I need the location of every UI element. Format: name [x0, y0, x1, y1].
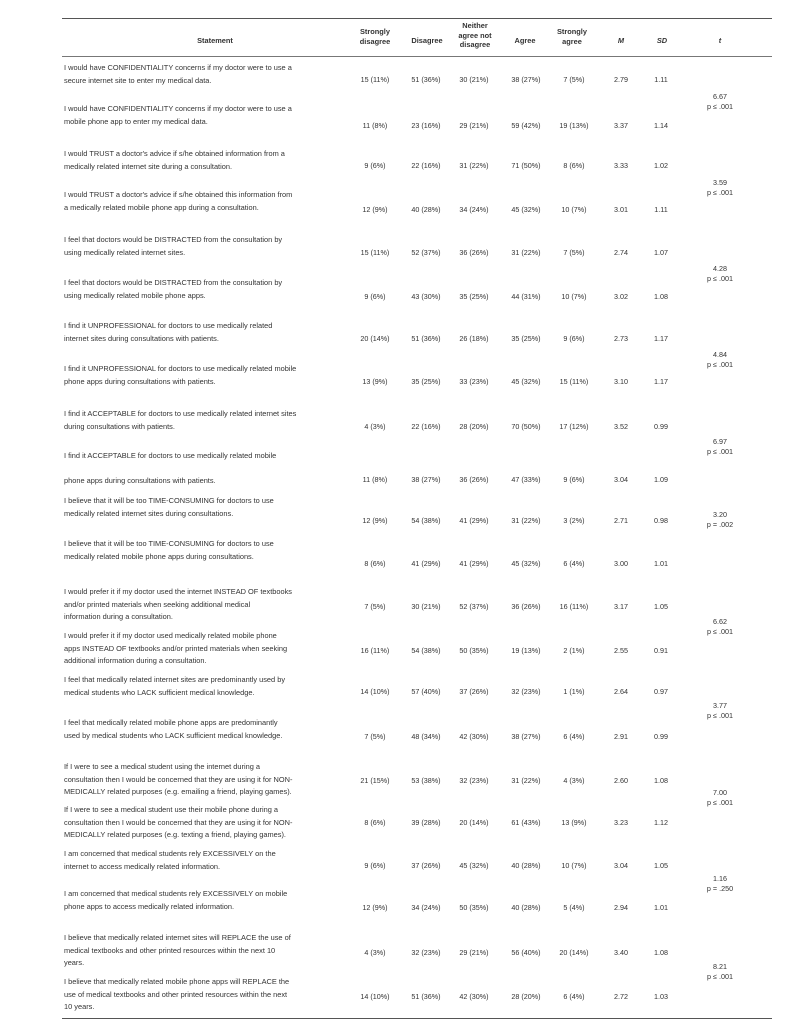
- t-value-cell: [702, 701, 738, 721]
- statement-line: medically related internet site during a consultation.: [64, 161, 233, 171]
- agree-cell: 61 (43%): [511, 818, 541, 827]
- statement-line: I would TRUST a doctor's advice if s/he obtained this information from: [64, 190, 293, 199]
- neither-cell: 34 (24%): [459, 205, 489, 214]
- header-disagree: Disagree: [411, 36, 443, 45]
- sd-cell: 1.03: [654, 992, 668, 1001]
- strongly-disagree-cell: 12 (9%): [362, 516, 388, 525]
- statement-line: medically related mobile phone apps during consultations.: [64, 551, 254, 561]
- statement-line: years.: [64, 958, 85, 967]
- header-mean: M: [617, 36, 625, 45]
- statement-line: 10 years.: [64, 1002, 95, 1011]
- sd-cell: 0.99: [654, 422, 668, 431]
- agree-cell: 38 (27%): [511, 732, 541, 741]
- statement-line: I find it UNPROFESSIONAL for doctors to use medically related mobile: [64, 364, 297, 373]
- mean-cell: 2.71: [614, 516, 628, 525]
- statement-line: used by medical students who LACK sufficient medical knowledge.: [64, 730, 283, 740]
- statement-cell: [64, 976, 354, 1014]
- neither-cell: 32 (23%): [459, 776, 489, 785]
- statement-line: medical students who LACK sufficient medical knowledge.: [64, 687, 255, 697]
- statement-cell: [64, 586, 354, 624]
- t-value-cell: [702, 962, 738, 982]
- strongly-agree-cell: 16 (11%): [559, 602, 589, 611]
- sd-cell: 1.17: [654, 334, 668, 343]
- strongly-agree-cell: 5 (4%): [563, 903, 585, 912]
- strongly-agree-cell: 8 (6%): [563, 161, 585, 170]
- neither-cell: 29 (21%): [459, 121, 489, 130]
- strongly-disagree-cell: 15 (11%): [360, 75, 390, 84]
- statement-line: phone apps during consultations with patients.: [64, 376, 216, 386]
- statement-line: I would TRUST a doctor's advice if s/he obtained information from a: [64, 149, 285, 158]
- strongly-agree-cell: 17 (12%): [559, 422, 589, 431]
- strongly-agree-cell: 7 (5%): [563, 248, 585, 257]
- neither-cell: 35 (25%): [459, 292, 489, 301]
- disagree-cell: 34 (24%): [411, 903, 441, 912]
- neither-cell: 30 (21%): [459, 75, 489, 84]
- mean-cell: 2.79: [614, 75, 628, 84]
- neither-cell: 45 (32%): [459, 861, 489, 870]
- header-strongly-disagree-line1: Strongly: [360, 27, 390, 36]
- statement-line: I feel that doctors would be DISTRACTED from the consultation by: [64, 278, 283, 287]
- disagree-cell: 35 (25%): [411, 377, 441, 386]
- disagree-cell: 30 (21%): [411, 602, 441, 611]
- neither-cell: 50 (35%): [459, 646, 489, 655]
- strongly-disagree-cell: 7 (5%): [364, 602, 386, 611]
- strongly-agree-cell: 6 (4%): [563, 992, 585, 1001]
- statement-cell: [64, 495, 354, 520]
- mean-cell: 2.64: [614, 687, 628, 696]
- p-value: p ≤ .001: [707, 711, 733, 720]
- sd-cell: 1.08: [654, 292, 668, 301]
- statement-line: I would have CONFIDENTIALITY concerns if my doctor were to use a: [64, 63, 292, 72]
- strongly-disagree-cell: 9 (6%): [364, 161, 386, 170]
- statement-line: medical textbooks and other printed resources within the next 10: [64, 945, 276, 955]
- mean-cell: 3.17: [614, 602, 628, 611]
- statement-cell: [64, 804, 354, 842]
- statement-line: information during a consultation.: [64, 612, 173, 621]
- statement-line: using medically related internet sites.: [64, 247, 186, 257]
- statement-line: internet sites during consultations with patients.: [64, 333, 219, 343]
- mean-cell: 3.04: [614, 861, 628, 870]
- agree-cell: 45 (32%): [511, 559, 541, 568]
- agree-cell: 31 (22%): [511, 776, 541, 785]
- statement-line: during consultations with patients.: [64, 421, 175, 431]
- neither-cell: 28 (20%): [459, 422, 489, 431]
- sd-cell: 1.11: [654, 75, 668, 84]
- strongly-agree-cell: 6 (4%): [563, 732, 585, 741]
- t-statistic: 8.21: [713, 962, 727, 971]
- mean-cell: 2.73: [614, 334, 628, 343]
- statement-cell: [64, 277, 354, 302]
- statement-cell: [64, 103, 354, 128]
- disagree-cell: 38 (27%): [411, 475, 441, 484]
- header-strongly-disagree-line2: disagree: [359, 36, 391, 46]
- t-statistic: 6.97: [713, 437, 727, 446]
- statement-line: apps INSTEAD OF textbooks and/or printed materials when seeking: [64, 643, 288, 653]
- mean-cell: 2.74: [614, 248, 628, 257]
- agree-cell: 32 (23%): [511, 687, 541, 696]
- strongly-agree-cell: 19 (13%): [559, 121, 589, 130]
- statement-line: using medically related mobile phone apps.: [64, 290, 206, 300]
- p-value: p ≤ .001: [707, 360, 733, 369]
- statement-line: secure internet site to enter my medical data.: [64, 75, 212, 85]
- sd-cell: 0.91: [654, 646, 668, 655]
- statement-line: I believe that it will be too TIME-CONSUMING for doctors to use: [64, 496, 274, 505]
- t-value-cell: [702, 617, 738, 637]
- p-value: p ≤ .001: [707, 188, 733, 197]
- disagree-cell: 37 (26%): [411, 861, 441, 870]
- sd-cell: 1.05: [654, 861, 668, 870]
- mean-cell: 2.55: [614, 646, 628, 655]
- strongly-disagree-cell: 7 (5%): [364, 732, 386, 741]
- agree-cell: 70 (50%): [511, 422, 541, 431]
- agree-cell: 19 (13%): [511, 646, 541, 655]
- neither-cell: 20 (14%): [459, 818, 489, 827]
- t-statistic: 6.62: [713, 617, 727, 626]
- statement-line: I believe that it will be too TIME-CONSUMING for doctors to use: [64, 539, 274, 548]
- p-value: p = .002: [706, 520, 734, 529]
- strongly-disagree-cell: 21 (15%): [360, 776, 390, 785]
- disagree-cell: 22 (16%): [411, 161, 441, 170]
- agree-cell: 31 (22%): [511, 248, 541, 257]
- mean-cell: 3.02: [614, 292, 628, 301]
- neither-cell: 31 (22%): [459, 161, 489, 170]
- sd-cell: 1.08: [654, 948, 668, 957]
- disagree-cell: 41 (29%): [411, 559, 441, 568]
- mean-cell: 2.60: [614, 776, 628, 785]
- statement-line: I believe that medically related internet sites will REPLACE the use of: [64, 933, 291, 942]
- strongly-disagree-cell: 4 (3%): [364, 948, 386, 957]
- disagree-cell: 23 (16%): [411, 121, 441, 130]
- statement-line: I feel that medically related mobile phone apps are predominantly: [64, 718, 278, 727]
- disagree-cell: 32 (23%): [411, 948, 441, 957]
- mean-cell: 3.23: [614, 818, 628, 827]
- header-t: t: [718, 36, 722, 45]
- statement-line: consultation then I would be concerned that they are using it for NON-: [64, 817, 293, 827]
- strongly-disagree-cell: 4 (3%): [364, 422, 386, 431]
- disagree-cell: 54 (38%): [411, 646, 441, 655]
- strongly-disagree-cell: 15 (11%): [360, 248, 390, 257]
- header-strongly-disagree: [350, 27, 400, 46]
- neither-cell: 33 (23%): [459, 377, 489, 386]
- neither-cell: 37 (26%): [459, 687, 489, 696]
- strongly-agree-cell: 10 (7%): [561, 861, 587, 870]
- neither-cell: 41 (29%): [459, 559, 489, 568]
- strongly-agree-cell: 4 (3%): [563, 776, 585, 785]
- strongly-agree-cell: 7 (5%): [563, 75, 585, 84]
- statement-cell: [64, 932, 354, 970]
- agree-cell: 59 (42%): [511, 121, 541, 130]
- p-value: p ≤ .001: [707, 798, 733, 807]
- statement-line: MEDICALLY related purposes (e.g. emailing a friend, playing games).: [64, 787, 292, 796]
- statement-line: MEDICALLY related purposes (e.g. texting a friend, playing games).: [64, 830, 286, 839]
- statement-line: I feel that doctors would be DISTRACTED from the consultation by: [64, 235, 283, 244]
- sd-cell: 1.17: [654, 377, 668, 386]
- strongly-disagree-cell: 9 (6%): [364, 292, 386, 301]
- sd-cell: 1.05: [654, 602, 668, 611]
- agree-cell: 45 (32%): [511, 377, 541, 386]
- t-statistic: 3.59: [713, 178, 727, 187]
- sd-cell: 0.97: [654, 687, 668, 696]
- p-value: p ≤ .001: [707, 447, 733, 456]
- statement-line: I find it UNPROFESSIONAL for doctors to use medically related: [64, 321, 273, 330]
- t-value-cell: [702, 788, 738, 808]
- statement-cell: [64, 320, 354, 345]
- strongly-disagree-cell: 12 (9%): [362, 205, 388, 214]
- statement-line: consultation then I would be concerned that they are using it for NON-: [64, 774, 293, 784]
- statement-cell: [64, 717, 354, 742]
- sd-cell: 1.02: [654, 161, 668, 170]
- statement-cell: [64, 674, 354, 699]
- mean-cell: 3.37: [614, 121, 628, 130]
- strongly-agree-cell: 9 (6%): [563, 475, 585, 484]
- sd-cell: 1.12: [654, 818, 668, 827]
- sd-cell: 1.11: [654, 205, 668, 214]
- statement-line: I would prefer it if my doctor used medically related mobile phone: [64, 631, 277, 640]
- agree-cell: 47 (33%): [511, 475, 541, 484]
- t-value-cell: [702, 350, 738, 370]
- disagree-cell: 53 (38%): [411, 776, 441, 785]
- sd-cell: 0.98: [654, 516, 668, 525]
- strongly-disagree-cell: 13 (9%): [362, 377, 388, 386]
- statement-line: I would have CONFIDENTIALITY concerns if my doctor were to use a: [64, 104, 292, 113]
- strongly-agree-cell: 2 (1%): [563, 646, 585, 655]
- agree-cell: 45 (32%): [511, 205, 541, 214]
- mean-cell: 3.52: [614, 422, 628, 431]
- p-value: p ≤ .001: [707, 102, 733, 111]
- mean-cell: 3.00: [614, 559, 628, 568]
- statement-cell: [64, 363, 354, 388]
- neither-cell: 29 (21%): [459, 948, 489, 957]
- strongly-agree-cell: 1 (1%): [563, 687, 585, 696]
- mean-cell: 2.72: [614, 992, 628, 1001]
- strongly-disagree-cell: 11 (8%): [362, 121, 388, 130]
- statement-line: [64, 463, 354, 476]
- t-statistic: 3.77: [713, 701, 727, 710]
- neither-cell: 36 (26%): [459, 475, 489, 484]
- agree-cell: 40 (28%): [511, 861, 541, 870]
- statement-line: If I were to see a medical student use their mobile phone during a: [64, 805, 279, 814]
- statement-cell: [64, 62, 354, 87]
- strongly-disagree-cell: 9 (6%): [364, 861, 386, 870]
- statement-cell: [64, 888, 354, 913]
- statement-cell: [64, 148, 354, 173]
- agree-cell: 35 (25%): [511, 334, 541, 343]
- table-top-rule: [62, 18, 772, 19]
- t-value-cell: [702, 92, 738, 112]
- mean-cell: 3.10: [614, 377, 628, 386]
- statement-cell: [64, 630, 354, 668]
- statement-line: internet to access medically related information.: [64, 861, 221, 871]
- header-neither: [446, 21, 504, 50]
- disagree-cell: 51 (36%): [411, 75, 441, 84]
- t-value-cell: [702, 874, 738, 894]
- neither-cell: 41 (29%): [459, 516, 489, 525]
- disagree-cell: 51 (36%): [411, 992, 441, 1001]
- statement-cell: [64, 761, 354, 799]
- sd-cell: 1.14: [654, 121, 668, 130]
- p-value: p ≤ .001: [707, 274, 733, 283]
- sd-cell: 1.08: [654, 776, 668, 785]
- disagree-cell: 39 (28%): [411, 818, 441, 827]
- statement-line: If I were to see a medical student using the internet during a: [64, 762, 260, 771]
- sd-cell: 1.01: [654, 559, 668, 568]
- disagree-cell: 51 (36%): [411, 334, 441, 343]
- header-agree: Agree: [514, 36, 536, 45]
- statement-line: and/or printed materials when seeking additional medical: [64, 599, 251, 609]
- mean-cell: 2.94: [614, 903, 628, 912]
- statement-cell: [64, 848, 354, 873]
- neither-cell: 52 (37%): [459, 602, 489, 611]
- statement-line: mobile phone app to enter my medical data.: [64, 116, 208, 126]
- disagree-cell: 54 (38%): [411, 516, 441, 525]
- header-neither-line2: agree not: [458, 30, 492, 40]
- strongly-agree-cell: 6 (4%): [563, 559, 585, 568]
- header-strongly-agree-line2: agree: [562, 36, 582, 46]
- statement-line: use of medical textbooks and other printed resources within the next: [64, 989, 288, 999]
- strongly-disagree-cell: 14 (10%): [360, 992, 390, 1001]
- agree-cell: 40 (28%): [511, 903, 541, 912]
- agree-cell: 44 (31%): [511, 292, 541, 301]
- agree-cell: 36 (26%): [511, 602, 541, 611]
- statement-cell: [64, 538, 354, 563]
- statement-line: medically related internet sites during consultations.: [64, 508, 234, 518]
- strongly-disagree-cell: 11 (8%): [362, 475, 388, 484]
- disagree-cell: 57 (40%): [411, 687, 441, 696]
- statement-cell: [64, 234, 354, 259]
- statement-line: I feel that medically related internet sites are predominantly used by: [64, 675, 286, 684]
- disagree-cell: 22 (16%): [411, 422, 441, 431]
- mean-cell: 2.91: [614, 732, 628, 741]
- strongly-agree-cell: 15 (11%): [559, 377, 589, 386]
- agree-cell: 56 (40%): [511, 948, 541, 957]
- disagree-cell: 52 (37%): [411, 248, 441, 257]
- p-value: p = .250: [706, 884, 734, 893]
- statement-line: phone apps to access medically related information.: [64, 901, 235, 911]
- strongly-agree-cell: 20 (14%): [559, 948, 589, 957]
- t-statistic: 1.16: [713, 874, 727, 883]
- strongly-disagree-cell: 14 (10%): [360, 687, 390, 696]
- strongly-disagree-cell: 20 (14%): [360, 334, 390, 343]
- t-value-cell: [702, 510, 738, 530]
- statement-line: I find it ACCEPTABLE for doctors to use medically related internet sites: [64, 409, 297, 418]
- t-statistic: 7.00: [713, 788, 727, 797]
- t-value-cell: [702, 178, 738, 198]
- strongly-agree-cell: 3 (2%): [563, 516, 585, 525]
- mean-cell: 3.33: [614, 161, 628, 170]
- strongly-agree-cell: 13 (9%): [561, 818, 587, 827]
- t-value-cell: [702, 264, 738, 284]
- header-strongly-agree-line1: Strongly: [557, 27, 587, 36]
- statement-line: additional information during a consultation.: [64, 656, 207, 665]
- agree-cell: 38 (27%): [511, 75, 541, 84]
- statement-cell: [64, 408, 354, 433]
- statement-cell: [64, 189, 354, 214]
- strongly-agree-cell: 10 (7%): [561, 205, 587, 214]
- header-strongly-agree: [547, 27, 597, 46]
- p-value: p ≤ .001: [707, 972, 733, 981]
- neither-cell: 42 (30%): [459, 732, 489, 741]
- sd-cell: 0.99: [654, 732, 668, 741]
- statement-cell: [64, 450, 354, 488]
- mean-cell: 3.04: [614, 475, 628, 484]
- disagree-cell: 40 (28%): [411, 205, 441, 214]
- agree-cell: 31 (22%): [511, 516, 541, 525]
- strongly-disagree-cell: 8 (6%): [364, 559, 386, 568]
- mean-cell: 3.01: [614, 205, 628, 214]
- strongly-disagree-cell: 12 (9%): [362, 903, 388, 912]
- statement-line: I believe that medically related mobile phone apps will REPLACE the: [64, 977, 290, 986]
- agree-cell: 71 (50%): [511, 161, 541, 170]
- statement-line: a medically related mobile phone app during a consultation.: [64, 202, 259, 212]
- strongly-disagree-cell: 16 (11%): [360, 646, 390, 655]
- header-sd: SD: [656, 36, 668, 45]
- header-neither-line1: Neither: [462, 21, 488, 30]
- t-statistic: 4.84: [713, 350, 727, 359]
- t-value-cell: [702, 437, 738, 457]
- sd-cell: 1.09: [654, 475, 668, 484]
- header-neither-line3: disagree: [459, 40, 491, 49]
- t-statistic: 6.67: [713, 92, 727, 101]
- neither-cell: 26 (18%): [459, 334, 489, 343]
- strongly-agree-cell: 10 (7%): [561, 292, 587, 301]
- disagree-cell: 48 (34%): [411, 732, 441, 741]
- t-statistic: 4.28: [713, 264, 727, 273]
- sd-cell: 1.07: [654, 248, 668, 257]
- p-value: p ≤ .001: [707, 627, 733, 636]
- statement-line: I am concerned that medical students rely EXCESSIVELY on mobile: [64, 889, 288, 898]
- sd-cell: 1.01: [654, 903, 668, 912]
- header-bottom-rule: [62, 56, 772, 57]
- strongly-disagree-cell: 8 (6%): [364, 818, 386, 827]
- t-statistic: 3.20: [713, 510, 727, 519]
- statement-line: phone apps during consultations with patients.: [64, 476, 216, 485]
- disagree-cell: 43 (30%): [411, 292, 441, 301]
- neither-cell: 50 (35%): [459, 903, 489, 912]
- statement-line: I find it ACCEPTABLE for doctors to use medically related mobile: [64, 451, 277, 460]
- strongly-agree-cell: 9 (6%): [563, 334, 585, 343]
- statement-line: I would prefer it if my doctor used the internet INSTEAD OF textbooks: [64, 587, 292, 596]
- neither-cell: 36 (26%): [459, 248, 489, 257]
- neither-cell: 42 (30%): [459, 992, 489, 1001]
- statement-line: I am concerned that medical students rely EXCESSIVELY on the: [64, 849, 276, 858]
- table-bottom-rule: [62, 1018, 772, 1019]
- agree-cell: 28 (20%): [511, 992, 541, 1001]
- header-statement: Statement: [197, 36, 233, 45]
- mean-cell: 3.40: [614, 948, 628, 957]
